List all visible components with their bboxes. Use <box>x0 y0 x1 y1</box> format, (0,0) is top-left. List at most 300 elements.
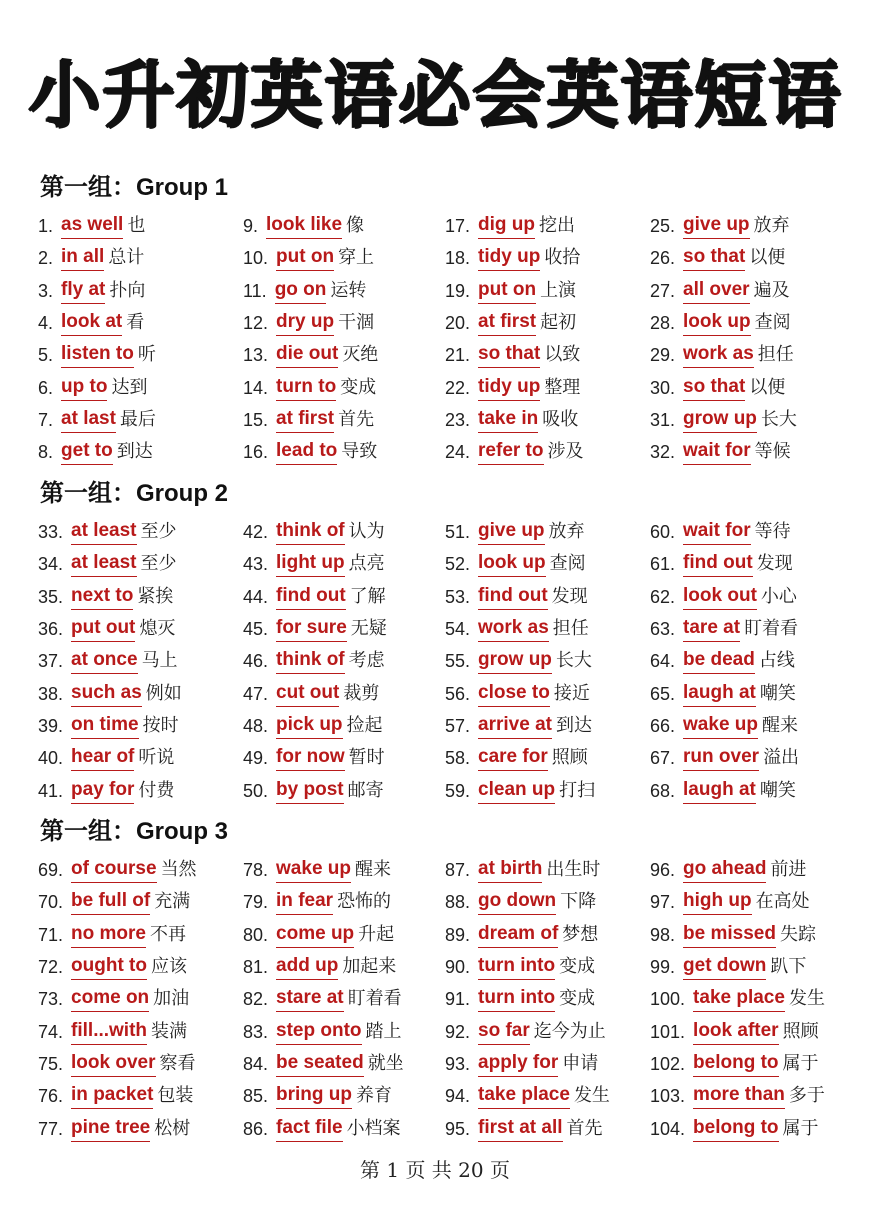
phrase-item <box>243 951 445 983</box>
phrase-column <box>243 854 445 1145</box>
phrase-number: 8. <box>38 442 54 463</box>
phrase-item <box>650 307 848 339</box>
phrase-english: wait for <box>683 439 751 465</box>
phrase-item <box>650 548 848 580</box>
phrase-english: go down <box>478 889 556 915</box>
phrase-number: 50. <box>243 780 269 801</box>
phrase-english: tidy up <box>478 375 540 401</box>
phrase-english: arrive at <box>478 713 552 739</box>
phrase-meaning: 醒来 <box>355 859 392 881</box>
phrase-meaning: 申请 <box>562 1052 599 1074</box>
phrase-english: close to <box>478 681 550 707</box>
phrase-item <box>445 404 650 436</box>
phrase-meaning: 等待 <box>754 521 791 543</box>
phrase-item <box>243 677 445 709</box>
phrase-number: 48. <box>243 715 269 736</box>
phrase-english: at once <box>71 648 138 674</box>
phrase-meaning: 穿上 <box>338 247 375 269</box>
phrase-meaning: 邮寄 <box>347 779 384 801</box>
phrase-number: 85. <box>243 1086 269 1107</box>
phrase-item <box>445 275 650 307</box>
phrase-number: 15. <box>243 409 269 430</box>
phrase-item <box>243 581 445 613</box>
phrase-meaning: 属于 <box>782 1117 819 1139</box>
phrase-number: 75. <box>38 1053 64 1074</box>
phrase-item <box>243 275 445 307</box>
phrase-english: step onto <box>276 1019 362 1045</box>
phrase-meaning: 醒来 <box>762 714 799 736</box>
phrase-item <box>243 854 445 886</box>
phrase-number: 22. <box>445 377 471 398</box>
phrase-item <box>243 886 445 918</box>
phrase-item <box>650 742 848 774</box>
phrase-number: 61. <box>650 554 676 575</box>
phrase-item <box>650 645 848 677</box>
phrase-number: 30. <box>650 377 676 398</box>
phrase-number: 95. <box>445 1118 471 1139</box>
phrase-meaning: 不再 <box>149 923 186 945</box>
phrase-english: cut out <box>276 681 339 707</box>
phrase-item <box>445 774 650 806</box>
phrase-item <box>650 710 848 742</box>
phrase-english: put on <box>478 278 536 304</box>
phrase-english: pay for <box>71 778 134 804</box>
phrase-meaning: 导致 <box>341 441 378 463</box>
phrase-number: 67. <box>650 748 676 769</box>
phrase-item <box>445 210 650 242</box>
phrase-meaning: 小档案 <box>346 1117 401 1139</box>
phrase-meaning: 无疑 <box>350 618 387 640</box>
phrase-item <box>38 1048 243 1080</box>
phrase-english: care for <box>478 745 548 771</box>
group-heading-prefix: 第一组： <box>40 817 136 845</box>
phrase-item <box>650 951 848 983</box>
phrase-number: 101. <box>650 1021 686 1042</box>
phrase-english: turn into <box>478 986 555 1012</box>
phrase-number: 27. <box>650 280 676 301</box>
phrase-meaning: 变成 <box>340 376 377 398</box>
phrase-number: 66. <box>650 715 676 736</box>
phrase-english: hear of <box>71 745 134 771</box>
phrase-meaning: 以便 <box>749 247 786 269</box>
phrase-number: 59. <box>445 780 471 801</box>
phrase-item <box>243 436 445 468</box>
phrase-english: dry up <box>276 310 334 336</box>
phrase-meaning: 首先 <box>338 408 375 430</box>
phrase-number: 42. <box>243 522 269 543</box>
phrase-number: 100. <box>650 989 686 1010</box>
phrase-meaning: 等候 <box>754 441 791 463</box>
phrase-item <box>445 854 650 886</box>
phrase-item <box>38 1112 243 1144</box>
phrase-english: come on <box>71 986 149 1012</box>
phrase-number: 35. <box>38 586 64 607</box>
phrase-number: 9. <box>243 216 259 237</box>
phrase-english: laugh at <box>683 681 756 707</box>
phrase-english: take in <box>478 407 538 433</box>
phrase-item <box>243 210 445 242</box>
phrase-english: at birth <box>478 857 542 883</box>
phrase-item <box>38 275 243 307</box>
phrase-item <box>38 436 243 468</box>
phrase-english: for sure <box>276 616 347 642</box>
phrase-item <box>243 548 445 580</box>
phrase-meaning: 暂时 <box>348 747 385 769</box>
phrase-item <box>243 774 445 806</box>
phrase-english: put on <box>276 245 334 271</box>
phrase-english: so far <box>478 1019 530 1045</box>
phrase-meaning: 小心 <box>760 585 797 607</box>
phrase-item <box>38 307 243 339</box>
phrase-column <box>650 210 848 468</box>
phrase-english: turn to <box>276 375 336 401</box>
phrase-english: get down <box>683 954 766 980</box>
phrase-number: 6. <box>38 377 54 398</box>
phrase-grid-group-1 <box>38 210 848 468</box>
phrase-item <box>38 404 243 436</box>
phrase-meaning: 放弃 <box>753 215 790 237</box>
phrase-meaning: 装满 <box>151 1020 188 1042</box>
page-title: 小升初英语必会英语短语 <box>27 53 842 137</box>
phrase-number: 40. <box>38 748 64 769</box>
phrase-english: give up <box>683 213 750 239</box>
phrase-item <box>243 710 445 742</box>
phrase-meaning: 打扫 <box>559 779 596 801</box>
phrase-number: 19. <box>445 280 471 301</box>
phrase-meaning: 发现 <box>551 585 588 607</box>
phrase-meaning: 马上 <box>141 650 178 672</box>
phrase-meaning: 升起 <box>358 923 395 945</box>
phrase-item <box>650 1048 848 1080</box>
phrase-item <box>445 581 650 613</box>
phrase-number: 34. <box>38 554 64 575</box>
phrase-item <box>650 404 848 436</box>
phrase-item <box>650 371 848 403</box>
phrase-english: look over <box>71 1051 155 1077</box>
phrase-english: stare at <box>276 986 344 1012</box>
phrase-meaning: 涉及 <box>547 441 584 463</box>
phrase-number: 63. <box>650 619 676 640</box>
phrase-column <box>445 516 650 807</box>
phrase-english: look like <box>266 213 342 239</box>
phrase-item <box>243 613 445 645</box>
phrase-column <box>445 210 650 468</box>
phrase-item <box>445 1015 650 1047</box>
phrase-item <box>445 307 650 339</box>
phrase-meaning: 至少 <box>140 521 177 543</box>
phrase-meaning: 占线 <box>758 650 795 672</box>
phrase-english: as well <box>61 213 123 239</box>
phrase-meaning: 照顾 <box>782 1020 819 1042</box>
phrase-english: give up <box>478 519 545 545</box>
phrase-meaning: 长大 <box>760 408 797 430</box>
phrase-number: 23. <box>445 409 471 430</box>
phrase-english: look after <box>693 1019 779 1045</box>
phrase-item <box>650 983 848 1015</box>
phrase-english: find out <box>683 551 753 577</box>
phrase-meaning: 担任 <box>757 344 794 366</box>
phrase-english: be missed <box>683 922 776 948</box>
phrase-number: 2. <box>38 248 54 269</box>
phrase-item <box>445 983 650 1015</box>
phrase-meaning: 听 <box>137 344 156 366</box>
phrase-item <box>650 581 848 613</box>
phrase-english: wake up <box>683 713 758 739</box>
phrase-meaning: 踏上 <box>365 1020 402 1042</box>
phrase-number: 79. <box>243 892 269 913</box>
phrase-column <box>38 210 243 468</box>
phrase-meaning: 出生时 <box>546 859 601 881</box>
phrase-meaning: 发现 <box>756 553 793 575</box>
phrase-english: up to <box>61 375 107 401</box>
phrase-number: 4. <box>38 313 54 334</box>
phrase-item <box>38 210 243 242</box>
phrase-item <box>445 436 650 468</box>
phrase-meaning: 也 <box>127 215 146 237</box>
phrase-english: dream of <box>478 922 558 948</box>
phrase-english: on time <box>71 713 139 739</box>
phrase-item <box>650 275 848 307</box>
phrase-number: 73. <box>38 989 64 1010</box>
phrase-number: 53. <box>445 586 471 607</box>
phrase-item <box>38 854 243 886</box>
phrase-meaning: 灭绝 <box>342 344 379 366</box>
phrase-number: 13. <box>243 345 269 366</box>
phrase-column <box>38 516 243 807</box>
phrase-item <box>38 742 243 774</box>
phrase-meaning: 梦想 <box>562 923 599 945</box>
phrase-item <box>243 742 445 774</box>
phrase-number: 84. <box>243 1053 269 1074</box>
phrase-meaning: 吸收 <box>542 408 579 430</box>
phrase-item <box>445 742 650 774</box>
phrase-item <box>445 242 650 274</box>
phrase-meaning: 按时 <box>142 714 179 736</box>
phrase-meaning: 长大 <box>555 650 592 672</box>
phrase-meaning: 以便 <box>749 376 786 398</box>
phrase-number: 26. <box>650 248 676 269</box>
phrase-number: 90. <box>445 957 471 978</box>
phrase-number: 5. <box>38 345 54 366</box>
phrase-item <box>243 516 445 548</box>
phrase-item <box>650 613 848 645</box>
phrase-english: come up <box>276 922 354 948</box>
phrase-number: 1. <box>38 216 54 237</box>
phrase-number: 20. <box>445 313 471 334</box>
phrase-item <box>650 516 848 548</box>
phrase-english: get to <box>61 439 113 465</box>
phrase-item <box>445 951 650 983</box>
phrase-english: look out <box>683 584 757 610</box>
phrase-item <box>38 677 243 709</box>
group-heading-2 <box>40 476 228 510</box>
phrase-number: 14. <box>243 377 269 398</box>
phrase-number: 11. <box>243 280 267 301</box>
phrase-number: 21. <box>445 345 471 366</box>
phrase-meaning: 担任 <box>552 618 589 640</box>
phrase-english: die out <box>276 342 338 368</box>
phrase-english: look up <box>478 551 546 577</box>
phrase-english: tare at <box>683 616 740 642</box>
phrase-item <box>650 339 848 371</box>
phrase-item <box>243 1015 445 1047</box>
phrase-number: 78. <box>243 860 269 881</box>
phrase-item <box>38 371 243 403</box>
phrase-english: wake up <box>276 857 351 883</box>
phrase-number: 3. <box>38 280 54 301</box>
phrase-english: go ahead <box>683 857 766 883</box>
phrase-meaning: 迄今为止 <box>533 1020 606 1042</box>
phrase-number: 104. <box>650 1118 686 1139</box>
phrase-english: pine tree <box>71 1116 150 1142</box>
phrase-meaning: 加油 <box>153 988 190 1010</box>
phrase-number: 56. <box>445 683 471 704</box>
phrase-item <box>38 339 243 371</box>
phrase-item <box>38 645 243 677</box>
phrase-number: 89. <box>445 924 471 945</box>
phrase-number: 54. <box>445 619 471 640</box>
phrase-english: be full of <box>71 889 150 915</box>
phrase-item <box>650 1112 848 1144</box>
phrase-english: in all <box>61 245 104 271</box>
phrase-meaning: 养育 <box>356 1085 393 1107</box>
phrase-meaning: 在高处 <box>755 891 810 913</box>
phrase-meaning: 首先 <box>566 1117 603 1139</box>
phrase-english: at last <box>61 407 116 433</box>
phrase-number: 57. <box>445 715 471 736</box>
phrase-item <box>445 339 650 371</box>
phrase-english: at least <box>71 551 136 577</box>
group-heading-3 <box>40 814 228 848</box>
phrase-item <box>445 1112 650 1144</box>
phrase-english: by post <box>276 778 344 804</box>
phrase-number: 58. <box>445 748 471 769</box>
phrase-grid-group-3 <box>38 854 848 1145</box>
phrase-meaning: 发生 <box>573 1085 610 1107</box>
phrase-english: ought to <box>71 954 147 980</box>
phrase-item <box>243 645 445 677</box>
phrase-number: 86. <box>243 1118 269 1139</box>
phrase-number: 91. <box>445 989 471 1010</box>
phrase-item <box>650 436 848 468</box>
phrase-number: 76. <box>38 1086 64 1107</box>
phrase-meaning: 像 <box>346 215 365 237</box>
phrase-number: 39. <box>38 715 64 736</box>
phrase-meaning: 最后 <box>119 408 156 430</box>
phrase-item <box>445 677 650 709</box>
phrase-meaning: 总计 <box>108 247 145 269</box>
phrase-item <box>38 613 243 645</box>
phrase-number: 24. <box>445 442 471 463</box>
group-heading-name: Group 1 <box>136 174 229 201</box>
phrase-meaning: 照顾 <box>551 747 588 769</box>
phrase-number: 77. <box>38 1118 64 1139</box>
phrase-english: dig up <box>478 213 535 239</box>
phrase-meaning: 遍及 <box>753 279 790 301</box>
group-heading-name: Group 3 <box>136 818 229 845</box>
phrase-item <box>38 951 243 983</box>
phrase-english: so that <box>478 342 540 368</box>
phrase-meaning: 点亮 <box>348 553 385 575</box>
phrase-meaning: 接近 <box>553 682 590 704</box>
phrase-meaning: 了解 <box>349 585 386 607</box>
phrase-number: 92. <box>445 1021 471 1042</box>
phrase-english: be seated <box>276 1051 364 1077</box>
phrase-number: 10. <box>243 248 269 269</box>
group-heading-prefix: 第一组： <box>40 173 136 201</box>
phrase-meaning: 运转 <box>330 279 367 301</box>
phrase-number: 103. <box>650 1086 686 1107</box>
phrase-number: 18. <box>445 248 471 269</box>
phrase-meaning: 听说 <box>138 747 175 769</box>
phrase-item <box>445 613 650 645</box>
phrase-english: turn into <box>478 954 555 980</box>
phrase-meaning: 盯着看 <box>347 988 402 1010</box>
phrase-english: fact file <box>276 1116 343 1142</box>
phrase-number: 62. <box>650 586 676 607</box>
phrase-meaning: 达到 <box>111 376 148 398</box>
phrase-item <box>38 516 243 548</box>
phrase-item <box>243 404 445 436</box>
phrase-english: next to <box>71 584 133 610</box>
phrase-number: 47. <box>243 683 269 704</box>
phrase-english: pick up <box>276 713 343 739</box>
phrase-meaning: 付费 <box>138 779 175 801</box>
phrase-english: look at <box>61 310 122 336</box>
phrase-meaning: 查阅 <box>754 312 791 334</box>
phrase-grid-group-2 <box>38 516 848 807</box>
phrase-number: 43. <box>243 554 269 575</box>
phrase-meaning: 放弃 <box>548 521 585 543</box>
phrase-english: grow up <box>478 648 552 674</box>
phrase-item <box>243 371 445 403</box>
phrase-number: 51. <box>445 522 471 543</box>
phrase-meaning: 失踪 <box>779 923 816 945</box>
phrase-english: tidy up <box>478 245 540 271</box>
phrase-meaning: 下降 <box>560 891 597 913</box>
phrase-english: of course <box>71 857 157 883</box>
phrase-number: 64. <box>650 651 676 672</box>
phrase-number: 36. <box>38 619 64 640</box>
group-heading-1 <box>40 170 228 204</box>
group-heading-prefix: 第一组： <box>40 479 136 507</box>
phrase-meaning: 到达 <box>116 441 153 463</box>
phrase-item <box>445 1048 650 1080</box>
phrase-number: 52. <box>445 554 471 575</box>
phrase-english: listen to <box>61 342 134 368</box>
phrase-english: look up <box>683 310 751 336</box>
group-heading-name: Group 2 <box>136 480 229 507</box>
phrase-meaning: 收拾 <box>544 247 581 269</box>
phrase-number: 98. <box>650 924 676 945</box>
phrase-column <box>38 854 243 1145</box>
phrase-item <box>650 774 848 806</box>
phrase-column <box>243 516 445 807</box>
phrase-column <box>650 854 848 1145</box>
phrase-meaning: 裁剪 <box>343 682 380 704</box>
phrase-number: 46. <box>243 651 269 672</box>
phrase-meaning: 起初 <box>540 312 577 334</box>
phrase-meaning: 紧挨 <box>137 585 174 607</box>
phrase-meaning: 应该 <box>151 956 187 978</box>
phrase-english: work as <box>683 342 754 368</box>
phrase-meaning: 发生 <box>788 988 825 1010</box>
phrase-meaning: 干涸 <box>338 312 375 334</box>
phrase-english: apply for <box>478 1051 558 1077</box>
phrase-number: 28. <box>650 313 676 334</box>
phrase-meaning: 看 <box>126 312 145 334</box>
phrase-number: 33. <box>38 522 64 543</box>
